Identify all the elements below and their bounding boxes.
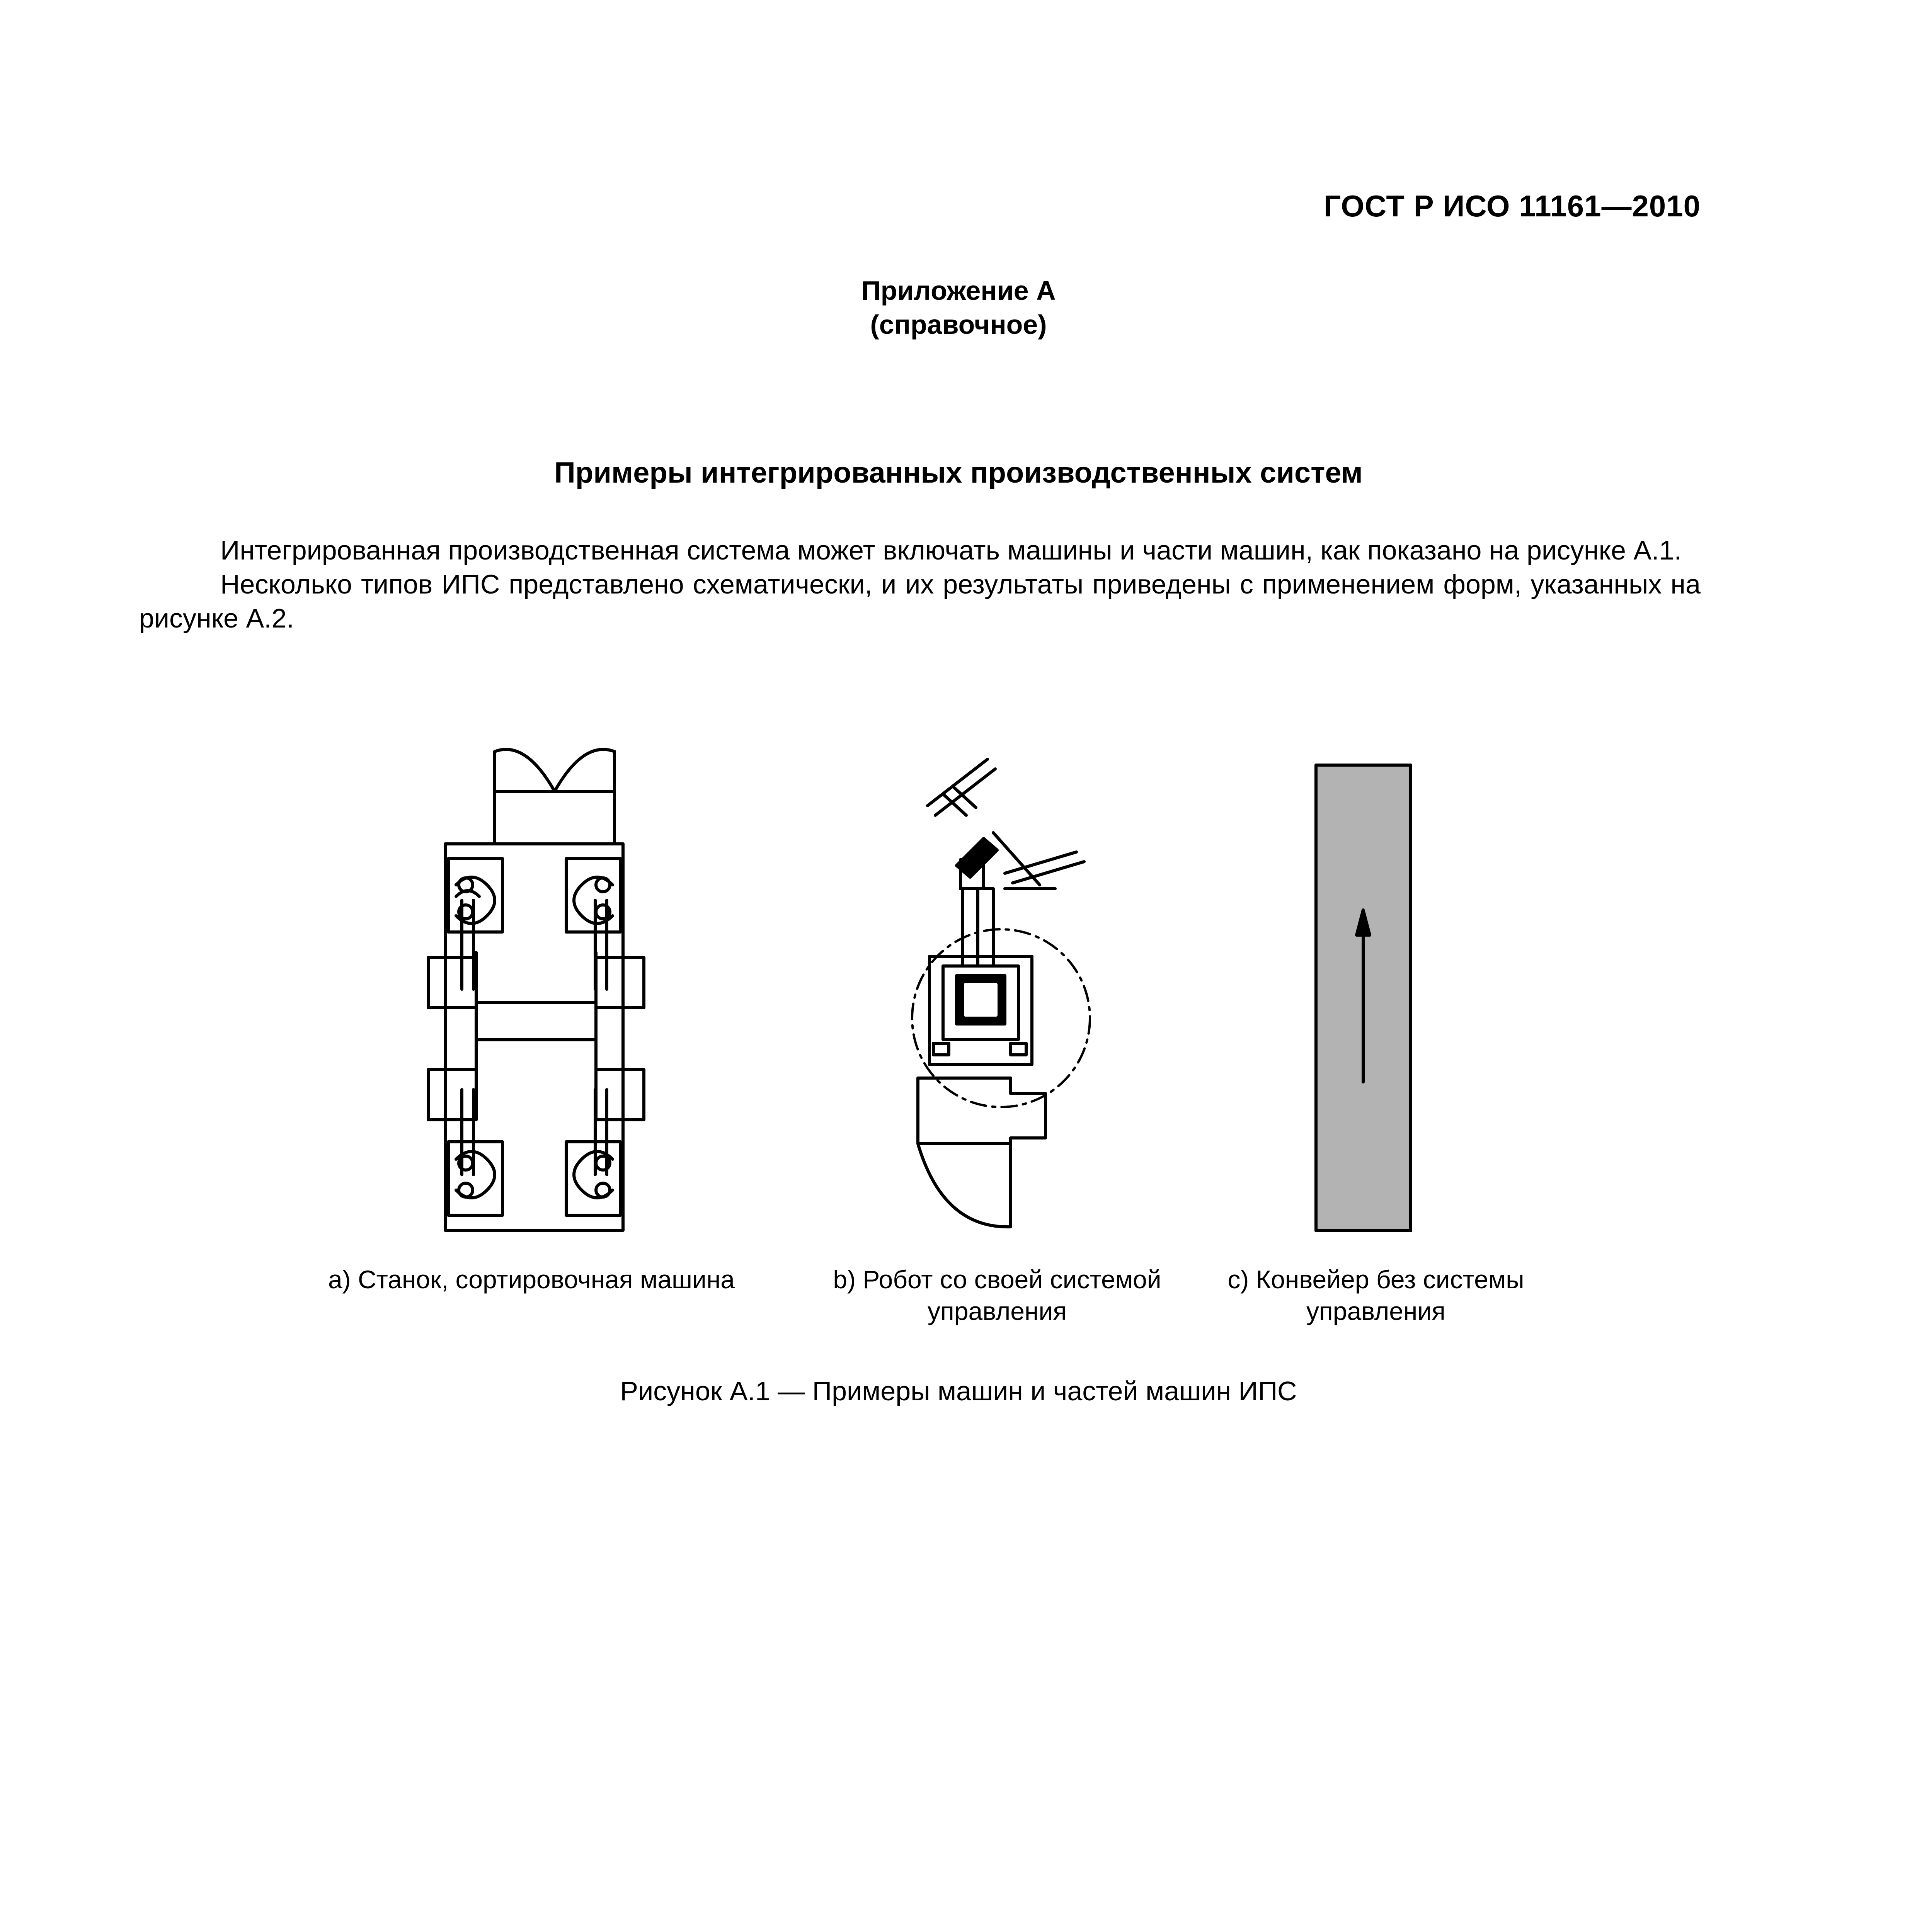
annex-title: Приложение А: [861, 276, 1056, 306]
conveyor-diagram: [1316, 765, 1411, 1231]
robot-diagram: [912, 759, 1090, 1227]
annex-type: (справочное): [870, 310, 1047, 340]
paragraph-1: Интегрированная производственная система может включать машины и части машин, как показано на рисунке А.1.: [220, 535, 1682, 565]
caption-c-line2: управления: [1306, 1297, 1445, 1325]
caption-b-line2: управления: [928, 1297, 1067, 1325]
standard-code: ГОСТ Р ИСО 11161—2010: [1324, 189, 1701, 223]
paragraph-2: Несколько типов ИПС представлено схематически, и их результаты приведены с применением форм, указанных на рисунке А.2.: [139, 569, 1701, 633]
section-heading: Примеры интегрированных производственных систем: [554, 456, 1363, 489]
caption-b-line1: b) Робот со своей системой: [833, 1265, 1161, 1294]
machine-tool-diagram: [428, 749, 644, 1230]
caption-a: а) Станок, сортировочная машина: [328, 1265, 735, 1294]
caption-b: [796, 1264, 1198, 1327]
figure-title: Рисунок А.1 — Примеры машин и частей машин ИПС: [620, 1376, 1297, 1406]
caption-c: [1190, 1264, 1561, 1327]
caption-c-line1: с) Конвейер без системы: [1227, 1265, 1524, 1294]
